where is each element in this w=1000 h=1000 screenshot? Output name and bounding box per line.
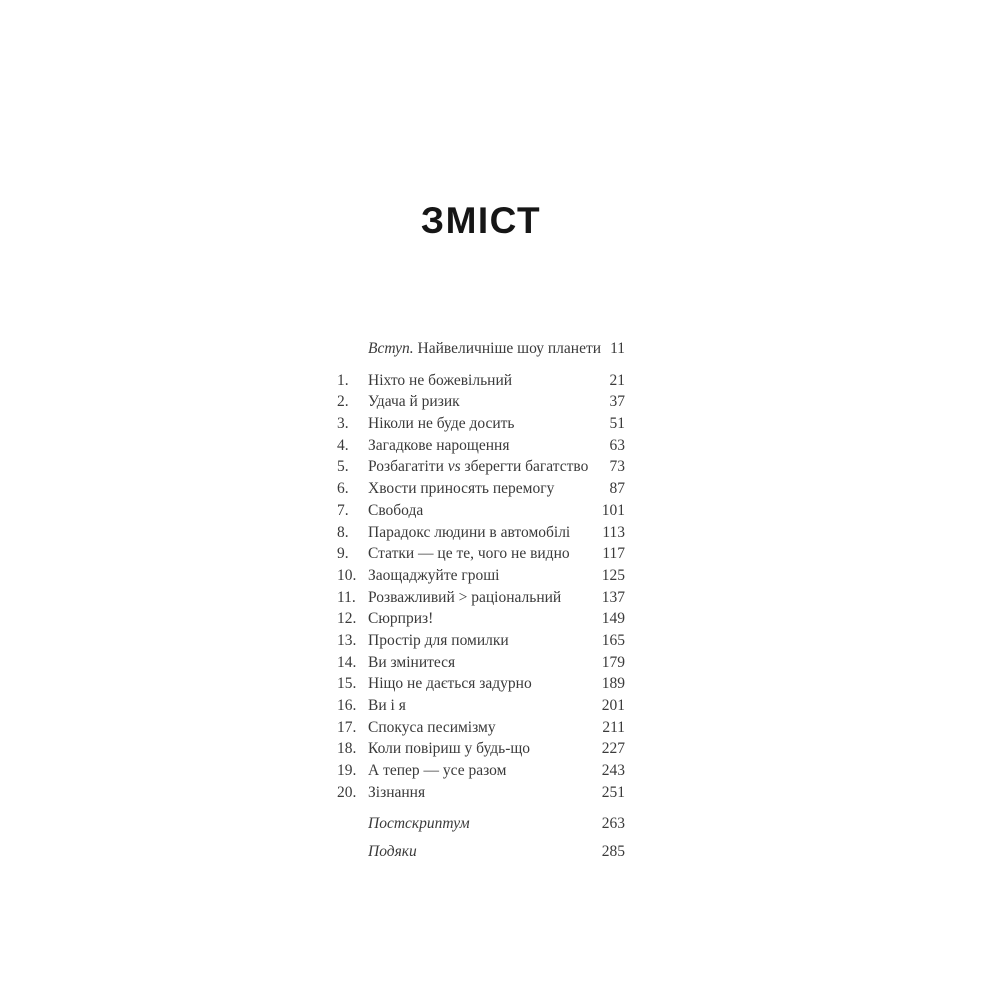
toc-row xyxy=(337,435,625,457)
chapter-title-text: Заощаджуйте гроші xyxy=(368,566,500,584)
page-number: 117 xyxy=(602,545,625,563)
chapter-title xyxy=(368,370,602,392)
chapter-number: 2. xyxy=(337,393,349,411)
chapter-number: 7. xyxy=(337,501,349,519)
page-title: ЗМІСТ xyxy=(420,200,542,241)
chapter-title xyxy=(368,760,594,782)
chapter-title-text: Загадкове нарощення xyxy=(368,436,510,454)
chapter-number: 11. xyxy=(337,588,356,606)
chapter-title-text: Коли повіриш у будь-що xyxy=(368,740,531,758)
toc-row xyxy=(337,673,625,695)
chapter-title-text: Ніщо не дається задурно xyxy=(368,675,532,693)
chapter-title-text: Парадокс людини в автомобілі xyxy=(368,523,571,541)
toc-row xyxy=(337,587,625,609)
chapter-title-rest-text: Найвеличніше шоу планети xyxy=(413,340,602,357)
toc-row xyxy=(337,608,625,630)
toc-list xyxy=(337,338,625,863)
chapter-title xyxy=(368,738,594,760)
chapter-number: 13. xyxy=(337,631,357,649)
toc-row xyxy=(337,782,625,804)
chapter-title-text: Удача й ризик xyxy=(368,393,460,411)
toc-row xyxy=(337,717,625,739)
toc-row xyxy=(337,565,625,587)
chapter-title-italic-text: vs xyxy=(447,458,461,476)
toc-row xyxy=(337,543,625,565)
chapter-number: 15. xyxy=(337,675,357,693)
chapter-title-text: Ви і я xyxy=(368,697,406,714)
chapter-number: 10. xyxy=(337,566,357,584)
chapter-title-text: Хвости приносять перемогу xyxy=(368,480,555,498)
chapter-title-text: Свобода xyxy=(368,501,424,519)
toc-row xyxy=(337,500,625,522)
chapter-title-text: Ніколи не буде досить xyxy=(368,415,515,433)
toc-row xyxy=(337,738,625,760)
toc-row xyxy=(337,522,625,544)
chapter-title xyxy=(368,673,594,695)
chapter-number: 9. xyxy=(337,545,349,563)
toc-row xyxy=(337,338,625,360)
toc-row xyxy=(337,652,625,674)
chapter-title-text: Спокуса песимізму xyxy=(368,718,496,736)
page-number: 285 xyxy=(601,843,625,861)
toc-row xyxy=(337,370,625,392)
page-number: 149 xyxy=(601,610,625,628)
chapter-title-text: Ви змінитеся xyxy=(368,653,456,671)
toc-row xyxy=(337,391,625,413)
chapter-title xyxy=(368,695,594,717)
page-number: 189 xyxy=(601,675,625,693)
page-number: 165 xyxy=(601,631,625,649)
page-number: 227 xyxy=(601,740,625,758)
page-number: 137 xyxy=(601,588,625,606)
page-number: 263 xyxy=(601,815,625,833)
toc-row xyxy=(337,841,625,863)
page-number: 251 xyxy=(601,783,625,801)
chapter-title-text: Простір для помилки xyxy=(368,631,509,649)
toc-row xyxy=(337,760,625,782)
page-number: 51 xyxy=(609,415,625,433)
chapter-title xyxy=(368,522,594,544)
chapter-title xyxy=(368,630,594,652)
page-number: 113 xyxy=(602,523,625,541)
chapter-title xyxy=(368,587,594,609)
chapter-title xyxy=(368,391,602,413)
chapter-title xyxy=(368,717,594,739)
chapter-number: 5. xyxy=(337,458,349,476)
toc-row xyxy=(337,456,625,478)
chapter-title xyxy=(368,500,594,522)
page-number: 11 xyxy=(610,340,625,357)
chapter-title xyxy=(368,652,594,674)
chapter-title xyxy=(368,543,594,565)
page-number: 201 xyxy=(601,697,625,714)
chapter-title xyxy=(368,841,594,863)
chapter-title xyxy=(368,478,602,500)
chapter-title-italic-text: Постскриптум xyxy=(368,815,470,833)
chapter-number: 1. xyxy=(337,371,349,389)
page-number: 87 xyxy=(609,480,625,498)
toc-row xyxy=(337,695,625,717)
toc-row xyxy=(337,813,625,835)
chapter-number: 14. xyxy=(337,653,357,671)
toc-row xyxy=(337,413,625,435)
chapter-title-text: Статки — це те, чого не видно xyxy=(368,545,570,563)
chapter-title xyxy=(368,782,594,804)
chapter-number: 8. xyxy=(337,523,349,541)
page-number: 37 xyxy=(609,393,625,411)
page-number: 21 xyxy=(609,371,625,389)
page-number: 179 xyxy=(601,653,625,671)
page-number: 63 xyxy=(609,436,625,454)
chapter-title xyxy=(368,813,594,835)
chapter-title-text: Розважливий > раціональний xyxy=(368,588,562,606)
chapter-title-text: А тепер — усе разом xyxy=(368,762,507,780)
chapter-title-text: Зізнання xyxy=(368,783,426,801)
chapter-number: 17. xyxy=(337,718,357,736)
chapter-title xyxy=(368,456,602,478)
toc-row xyxy=(337,478,625,500)
chapter-title-text: Сюрприз! xyxy=(368,610,434,628)
page-number: 211 xyxy=(602,718,625,736)
chapter-number: 3. xyxy=(337,415,349,433)
chapter-number: 19. xyxy=(337,762,357,780)
chapter-title xyxy=(368,435,602,457)
chapter-number: 16. xyxy=(337,697,357,714)
chapter-title-italic-text: Подяки xyxy=(368,843,417,861)
chapter-title-italic-text: Вступ. xyxy=(368,340,414,357)
chapter-title-text: Ніхто не божевільний xyxy=(368,371,513,389)
page-number: 101 xyxy=(601,501,625,519)
page-number: 125 xyxy=(601,566,625,584)
contents-sheet xyxy=(337,0,625,1000)
chapter-number: 12. xyxy=(337,610,357,628)
page-number: 73 xyxy=(609,458,625,476)
page-number: 243 xyxy=(601,762,625,780)
chapter-title-rest-text: зберегти багатство xyxy=(460,458,589,476)
toc-row xyxy=(337,630,625,652)
chapter-title-text: Розбагатіти xyxy=(368,458,448,476)
chapter-number: 20. xyxy=(337,783,357,801)
chapter-number: 4. xyxy=(337,436,349,454)
chapter-title xyxy=(368,565,594,587)
chapter-title xyxy=(368,413,602,435)
chapter-title xyxy=(368,338,602,360)
chapter-number: 18. xyxy=(337,740,357,758)
chapter-number: 6. xyxy=(337,480,349,498)
chapter-title xyxy=(368,608,594,630)
